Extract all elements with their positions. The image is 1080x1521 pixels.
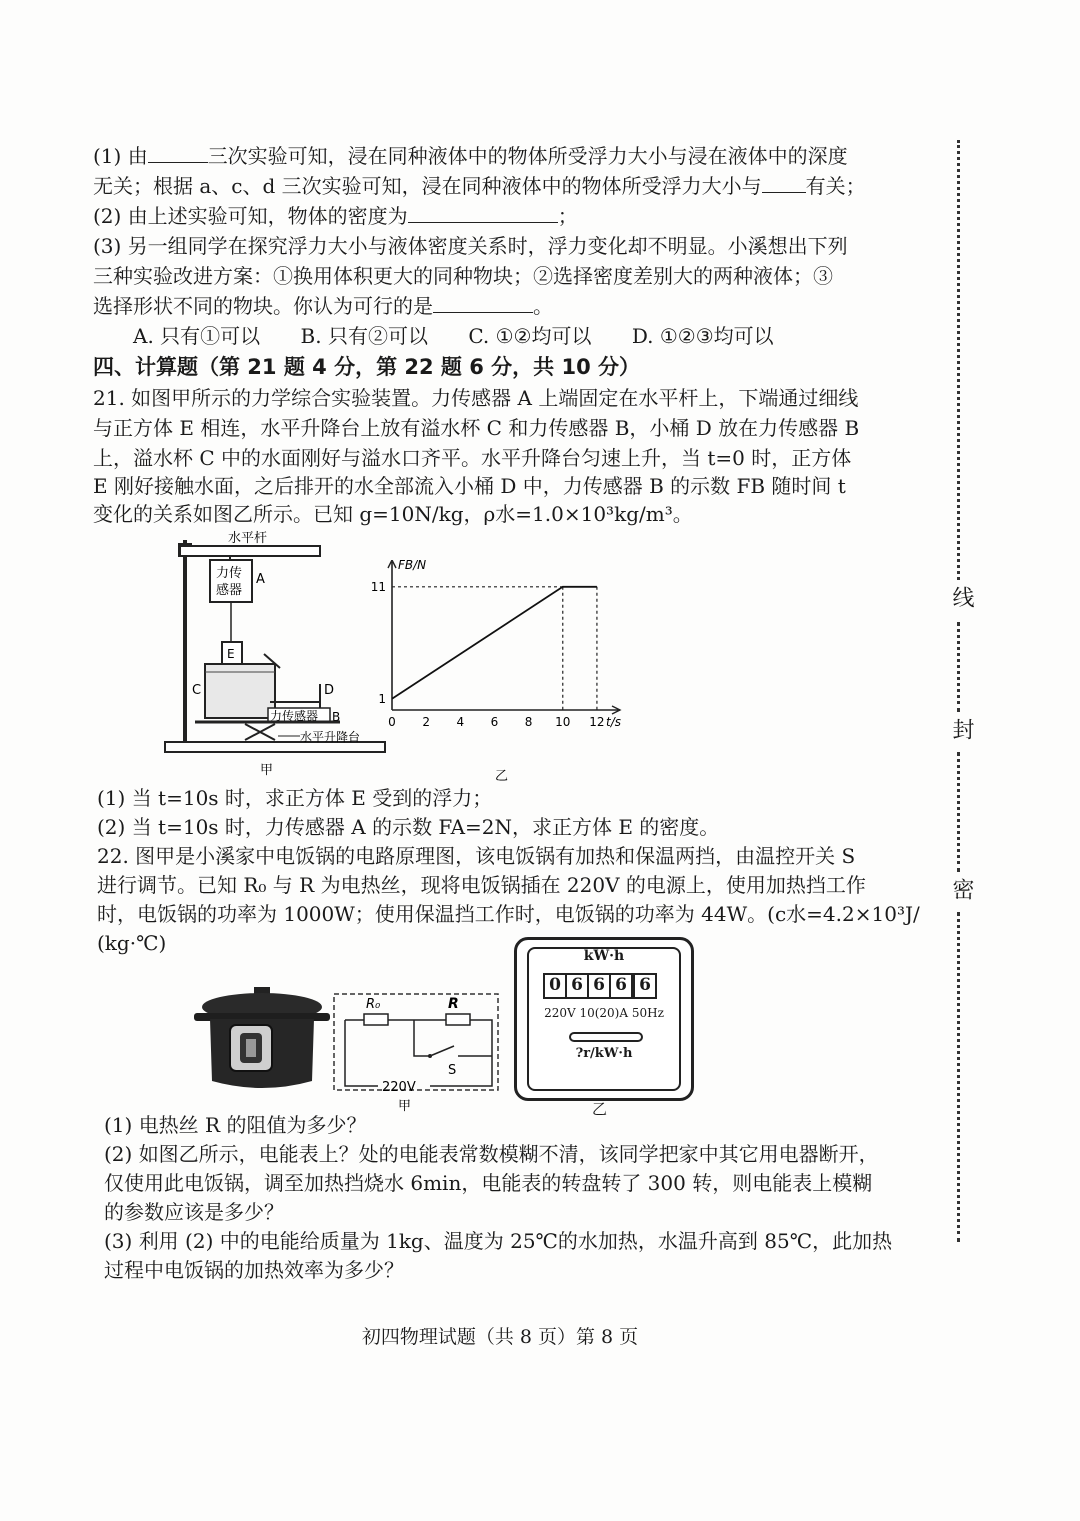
r-label: R [448,996,459,1012]
q20-part2: (2) 由上述实验可知，物体的密度为 ； [93,204,578,228]
q20-part3-line1: (3) 另一组同学在探究浮力大小与液体密度关系时，浮力变化却不明显。小溪想出下列 [93,234,848,258]
label-d: D [324,683,335,698]
x-tick-label: 6 [490,715,499,729]
q22-line: (kg·℃) [97,931,167,955]
figure-caption-yi: 乙 [592,1100,608,1118]
label-c: C [192,683,202,698]
option-d: D. ①②③均可以 [631,324,774,348]
binding-word: 线 [949,586,974,608]
y-axis-label: FB/N [398,560,427,572]
option-b: B. 只有②可以 [300,324,428,348]
circuit-diagram [330,990,505,1115]
sensor-a-text: 感器 [216,583,243,598]
meter-constant: ?r/kW·h [575,1046,633,1061]
q22-sub: 仅使用此电饭锅，调至加热挡烧水 6min，电能表的转盘转了 300 转，则电能表上模糊 [104,1171,873,1195]
meter-digit: 6 [639,975,651,995]
q22-sub: (3) 利用 (2) 中的电能给质量为 1kg、温度为 25℃的水加热，水温升高到 85℃，此加热 [104,1229,893,1253]
switch-label: S [448,1063,457,1078]
option-c: C. ①②均可以 [468,324,592,348]
meter-spec: 220V 10(20)A 50Hz [544,1006,664,1020]
x-tick-label: 10 [555,715,571,729]
x-tick-label: 12 [589,715,605,729]
label-b: B [332,710,341,724]
q20-part1-line2: 无关；根据 a、c、d 三次实验可知，浸在同种液体中的物体所受浮力大小与 有关； [93,174,866,198]
meter-digits [543,973,657,999]
rice-cooker-image [192,985,332,1097]
q21-line: 与正方体 E 相连，水平升降台上放有溢水杯 C 和力传感器 B，小桶 D 放在力传感器 B [93,416,860,440]
q22-line: 22. 图甲是小溪家中电饭锅的电路原理图，该电饭锅有加热和保温两挡，由温控开关 S [97,844,856,868]
x-tick-label: 4 [456,715,465,729]
sensor-a-text: 力传 [216,566,243,581]
q20-part3-line3: 选择形状不同的物块。你认为可行的是 。 [93,294,553,318]
figure-caption-yi: 乙 [495,769,509,784]
r0-label: R₀ [366,997,381,1012]
section-title: 四、计算题（第 21 题 4 分，第 22 题 6 分，共 10 分） [93,355,641,379]
figure-caption-jia: 甲 [260,763,274,778]
meter-unit: kW·h [583,948,625,964]
x-tick-label: 8 [524,715,533,729]
x-axis-label: t/s [606,715,621,729]
x-tick-label: 0 [388,715,396,729]
q22-sub: (1) 电热丝 R 的阻值为多少？ [104,1113,367,1137]
sensor-b-text: 力传感器 [270,709,319,723]
binding-dotted-line [957,912,960,1242]
series-line-fb [392,587,597,699]
q22-line: 进行调节。已知 R₀ 与 R 为电热丝，现将电饭锅插在 220V 的电源上，使用加热挡工作 [97,873,866,897]
q21-line: 21. 如图甲所示的力学综合实验装置。力传感器 A 上端固定在水平杆上，下端通过细线 [93,386,859,410]
q20-part1-line1: (1) 由 三次实验可知，浸在同种液体中的物体所受浮力大小与浸在液体中的深度 [93,144,848,168]
q21-line: 变化的关系如图乙所示。已知 g=10N/kg，ρ水=1.0×10³kg/m³。 [93,502,693,526]
q20-options [133,322,808,350]
page-footer: 初四物理试题（共 8 页）第 8 页 [361,1326,639,1348]
q22-sub: 的参数应该是多少？ [104,1200,284,1224]
figure-caption-jia: 甲 [398,1099,412,1114]
q21-sub2: (2) 当 t=10s 时，力传感器 A 的示数 FA=2N，求正方体 E 的密度。 [97,815,720,839]
rod-label: 水平杆 [228,531,268,546]
y-tick-label: 11 [370,579,386,594]
x-tick-label: 2 [422,715,430,729]
meter-digit: 6 [589,975,611,997]
meter-digit: 6 [567,975,589,997]
meter-disc [569,1032,643,1042]
platform-label: 水平升降台 [300,730,361,744]
binding-word: 封 [949,718,974,740]
binding-dotted-line [957,752,960,872]
q22-sub: (2) 如图乙所示，电能表上？处的电能表常数模糊不清，该同学把家中其它用电器断开， [104,1142,879,1166]
meter-digit: 6 [611,975,635,997]
label-a: A [256,572,265,587]
binding-word: 密 [949,878,974,900]
fb-time-chart [360,560,630,785]
q21-sub1: (1) 当 t=10s 时，求正方体 E 受到的浮力； [97,786,493,810]
meter-digit: 0 [545,975,567,997]
q21-line: E 刚好接触水面，之后排开的水全部流入小桶 D 中，力传感器 B 的示数 FB 随时间 t [93,474,846,498]
q22-sub: 过程中电饭锅的加热效率为多少？ [104,1258,404,1282]
q21-line: 上，溢水杯 C 中的水面刚好与溢水口齐平。水平升降台匀速上升，当 t=0 时，正方体 [93,446,852,470]
binding-dotted-line [957,140,960,580]
binding-dotted-line [957,622,960,712]
option-a: A. 只有①可以 [133,324,261,348]
y-tick-label: 1 [378,691,386,706]
label-e: E [227,647,235,661]
q22-line: 时，电饭锅的功率为 1000W；使用保温挡工作时，电饭锅的功率为 44W。(c水=4.2×10³J/ [97,902,920,926]
supply-label: 220V [382,1080,416,1095]
electricity-meter [514,937,694,1101]
q20-part3-line2: 三种实验改进方案：①换用体积更大的同种物块；②选择密度差别大的两种液体；③ [93,264,833,288]
